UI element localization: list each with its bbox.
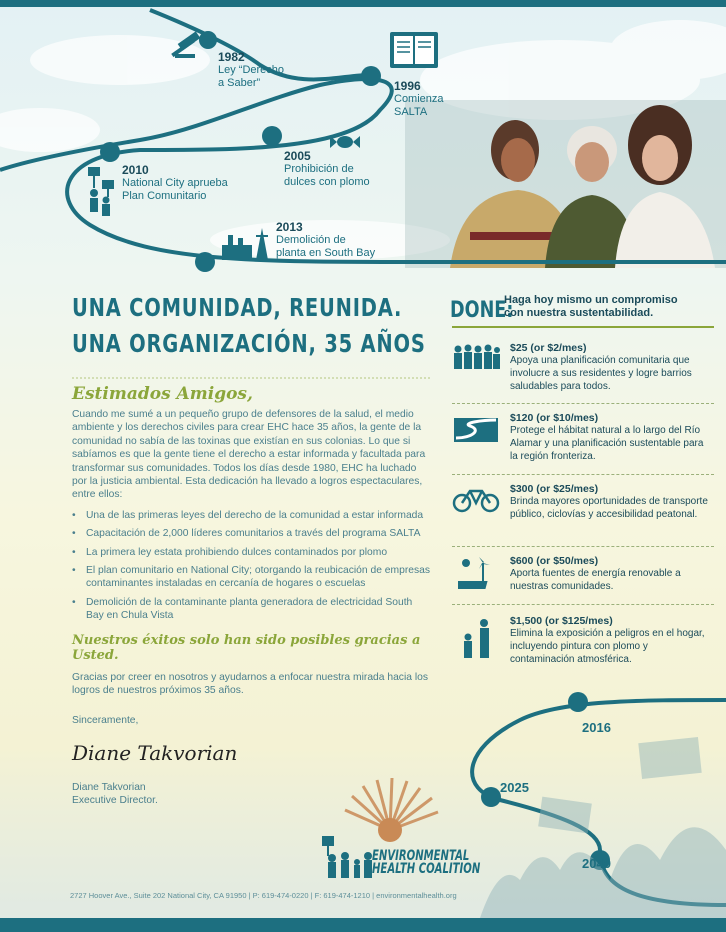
letter <box>72 384 430 808</box>
protesters-icon <box>88 167 114 216</box>
timeline-year: 2005 <box>284 149 311 163</box>
thanks-text: Gracias por creer en nosotros y ayudarnos a enfocar nuestra mirada hacia los logros de nuestros próximos 35 años. <box>72 671 428 697</box>
future-year-2040: 2040 <box>582 856 611 871</box>
done-header <box>450 294 720 323</box>
donation-item <box>452 474 714 520</box>
donation-item <box>452 403 714 462</box>
donation-item <box>452 604 714 665</box>
donation-amount: $120 (or $10/mes) <box>510 412 599 424</box>
donation-desc: Aporta fuentes de energía renovable a nuestras comunidades. <box>510 568 681 592</box>
timeline-desc: Plan Comunitario <box>122 190 207 202</box>
donation-amount: $1,500 (or $125/mes) <box>510 615 613 627</box>
signer-title: Executive Director. <box>72 795 158 807</box>
timeline-desc: a Saber” <box>218 77 261 89</box>
letter-intro: Cuando me sumé a un pequeño grupo de defensores de la salud, el medio ambiente y los derechos civiles para crear EHC hace 35 años, la gente de la comunidad no sabía de las toxinas que existían en sus colonias. Lo que si sabíamos es que la gente tiene el derecho a estar informada y facultada para transformar sus comunidades. Todos los días desde 1980, EHC ha luchado por la justicia ambiental. Esta dedicación ha llevado a logros espectaculares, entre ellos: <box>72 409 426 501</box>
donation-amount: $600 (or $50/mes) <box>510 555 599 567</box>
future-year-2025: 2025 <box>500 780 529 795</box>
family-icon <box>458 619 498 659</box>
signature: Diane Takvorian <box>72 740 238 765</box>
bicycle-icon <box>452 485 500 513</box>
timeline-2005 <box>284 149 370 189</box>
signer-name: Diane Takvorian <box>72 781 146 793</box>
timeline-desc: National City aprueba <box>122 177 228 189</box>
crowd-silhouette <box>480 737 726 918</box>
donation-item <box>452 546 714 592</box>
donation-desc: Brinda mayores oportunidades de transporte público, ciclovías y accesibilidad peatonal. <box>510 496 708 520</box>
river-icon <box>452 416 500 444</box>
renewable-energy-icon <box>458 557 498 591</box>
headline-line-1: UNA COMUNIDAD, REUNIDA. <box>72 293 403 322</box>
book-icon <box>390 32 438 68</box>
timeline-desc: planta en South Bay <box>276 247 376 259</box>
done-divider <box>452 326 714 328</box>
salutation: Estimados Amigos, <box>72 384 253 404</box>
timeline-desc: Prohibición de <box>284 163 354 175</box>
footer-address: 2727 Hoover Ave., Suite 202 National City, CA 91950 | P: 619-474-0220 | F: 619-474-1210 | environmentalhealth.org <box>70 891 457 900</box>
timeline-desc: Ley “Derecho <box>218 64 285 76</box>
timeline-desc: SALTA <box>394 106 428 118</box>
timeline-desc: Comienza <box>394 93 444 105</box>
timeline-year: 2013 <box>276 220 303 234</box>
timeline-desc: Demolición de <box>276 234 346 246</box>
timeline-1996 <box>394 79 444 119</box>
list-item: • Capacitación de 2,000 líderes comunitarios a través del programa SALTA <box>86 527 430 540</box>
donation-desc: Apoya una planificación comunitaria que involucre a sus residentes y logre barrios saludables para todos. <box>510 355 692 392</box>
timeline-2013 <box>276 220 375 260</box>
donation-amount: $300 (or $25/mes) <box>510 483 599 495</box>
done-heading <box>504 294 678 320</box>
headline-line-2: UNA ORGANIZACIÓN, 35 AÑOS <box>72 329 426 358</box>
timeline-year: 2010 <box>122 163 149 177</box>
done-label: DONE: <box>450 298 514 323</box>
timeline-year: 1996 <box>394 79 421 93</box>
donation-desc: Elimina la exposición a peligros en el hogar, incluyendo pintura con plomo y contaminación atmosférica. <box>510 628 705 665</box>
timeline-year: 1982 <box>218 50 245 64</box>
ehc-logo <box>372 850 480 876</box>
done-heading-line-1: Haga hoy mismo un compromiso <box>504 294 678 306</box>
future-year-2016: 2016 <box>582 720 611 735</box>
timeline-desc: dulces con plomo <box>284 176 370 188</box>
timeline-1982 <box>218 50 284 90</box>
donation-desc: Protege el hábitat natural a lo largo del Río Alamar y una planificación sustentable para la región fronteriza. <box>510 425 704 462</box>
community-icon <box>452 344 500 370</box>
list-item: • Una de las primeras leyes del derecho de la comunidad a estar informada <box>86 509 430 522</box>
logo-people-icon <box>322 836 372 878</box>
closing: Sinceramente, <box>72 714 139 726</box>
achievements-list <box>72 509 430 623</box>
women-photo <box>405 100 726 268</box>
timeline-2010 <box>122 163 228 203</box>
list-item: • Demolición de la contaminante planta generadora de electricidad South Bay en Chula Vista <box>86 596 430 623</box>
list-item: • El plan comunitario en National City; otorgando la reubicación de empresas contaminantes instaladas en cercanía de hogares o escuelas <box>86 564 430 591</box>
logo-line-2: HEALTH COALITION <box>372 861 481 877</box>
donation-amount: $25 (or $2/mes) <box>510 342 587 354</box>
done-heading-line-2: con nuestra sustentabilidad. <box>504 307 654 319</box>
success-line: Nuestros éxitos solo han sido posibles gracias a Usted. <box>72 632 421 663</box>
list-item: • La primera ley estata prohibiendo dulces contaminados por plomo <box>86 546 430 559</box>
logo-line-1: ENVIRONMENTAL <box>372 848 470 864</box>
